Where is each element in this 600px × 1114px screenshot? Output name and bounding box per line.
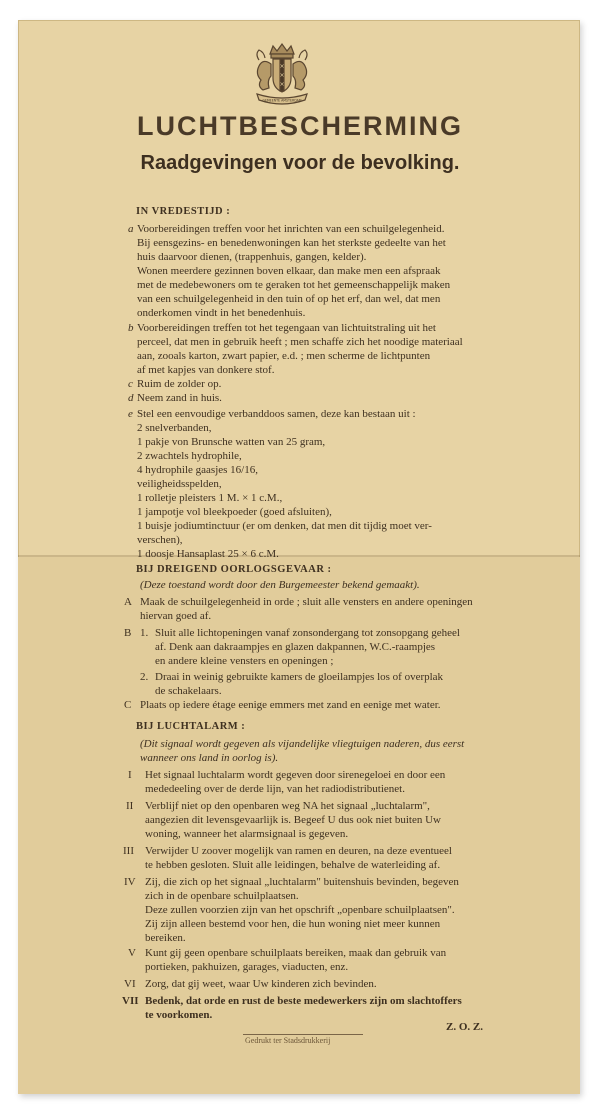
text-line: hiervan goed af. <box>140 610 212 622</box>
text-line: onderkomen vindt in het benedenhuis. <box>137 307 306 319</box>
item-marker: IV <box>124 876 136 888</box>
printer-credit: Gedrukt ter Stadsdrukkerij <box>245 1036 331 1045</box>
printer-rule <box>243 1034 363 1035</box>
fold-crease <box>18 555 580 557</box>
section-note: wanneer ons land in oorlog is). <box>140 752 279 764</box>
text-line: Maak de schuilgelegenheid in orde ; sluit alle vensters en andere openingen <box>140 596 473 608</box>
text-line: te voorkomen. <box>145 1009 213 1021</box>
item-marker: a <box>128 223 134 235</box>
text-line: zich in de openbare schuilplaatsen. <box>145 890 299 902</box>
svg-text:×: × <box>279 72 285 79</box>
text-line: Stel een eenvoudige verbanddoos samen, deze kan bestaan uit : <box>137 408 416 420</box>
item-marker: VI <box>124 978 136 990</box>
amsterdam-coat-of-arms-icon <box>237 40 327 110</box>
item-marker: I <box>128 769 132 781</box>
list-line: 1 jampotje vol bleekpoeder (goed afsluiten), <box>137 506 332 518</box>
text-line: Plaats op iedere étage eenige emmers met zand en eenige met water. <box>140 699 441 711</box>
item-marker: V <box>128 947 136 959</box>
text-line: Ruim de zolder op. <box>137 378 222 390</box>
list-line: 2 zwachtels hydrophile, <box>137 450 242 462</box>
text-line: de schakelaars. <box>155 685 222 697</box>
list-line: 4 hydrophile gaasjes 16/16, <box>137 464 258 476</box>
text-line: bereiken. <box>145 932 186 944</box>
item-marker: A <box>124 596 132 608</box>
text-line: mededeeling over de derde lijn, van het radiodistributienet. <box>145 783 405 795</box>
item-marker: c <box>128 378 133 390</box>
poster-subtitle: Raadgevingen voor de bevolking. <box>140 152 460 174</box>
text-line: van een schuilgelegenheid in den tuin of op het erf, dan wel, dat men <box>137 293 441 305</box>
text-line: perceel, dat men in gebruik heeft ; men schaffe zich het noodige materiaal <box>137 336 463 348</box>
text-line: Verblijf niet op den openbaren weg NA het signaal „luchtalarm", <box>145 800 430 812</box>
text-line: Voorbereidingen treffen tot het tegengaan van lichtuitstraling uit het <box>137 322 436 334</box>
text-line: te hebben gesloten. Sluit alle leidingen, behalve de waterleiding af. <box>145 859 441 871</box>
section-heading-oorlogsgevaar: BIJ DREIGEND OORLOGSGEVAAR : <box>136 564 332 575</box>
text-line: Voorbereidingen treffen voor het inrichten van een schuilgelegenheid. <box>137 223 445 235</box>
text-line: af met kapjes van donkere stof. <box>137 364 275 376</box>
list-line: 2 snelverbanden, <box>137 422 212 434</box>
list-line: verschen), <box>137 534 183 546</box>
text-line: Sluit alle lichtopeningen vanaf zonsondergang tot zonsopgang geheel <box>155 627 460 639</box>
item-marker: b <box>128 322 134 334</box>
text-line: woning, wanneer het alarmsignaal is gegeven. <box>145 828 349 840</box>
text-line: Het signaal luchtalarm wordt gegeven door sirenegeloei en door een <box>145 769 446 781</box>
text-line: Bij eensgezins- en benedenwoningen kan het sterkste gedeelte van het <box>137 237 446 249</box>
text-line: aangezien dit levensgevaarlijk is. Begeef U dus ook niet buiten Uw <box>145 814 441 826</box>
item-marker: C <box>124 699 132 711</box>
text-line: Draai in weinig gebruikte kamers de gloeilampjes los of overplak <box>155 671 444 683</box>
svg-text:×: × <box>279 63 285 70</box>
text-line: Deze zullen voorzien zijn van het opschrift „openbare schuilplaatsen". <box>145 904 455 916</box>
item-marker: B <box>124 627 132 639</box>
section-heading-luchtalarm: BIJ LUCHTALARM : <box>136 721 246 732</box>
item-marker: III <box>123 845 134 857</box>
item-marker: II <box>126 800 134 812</box>
text-line: Bedenk, dat orde en rust de beste medewerkers zijn om slachtoffers <box>145 995 462 1007</box>
item-marker: d <box>128 392 134 404</box>
item-marker: e <box>128 408 133 420</box>
list-line: veiligheidsspelden, <box>137 478 222 490</box>
text-line: portieken, pakhuizen, garages, viaducten, enz. <box>145 961 349 973</box>
text-line: Kunt gij geen openbare schuilplaats bereiken, maak dan gebruik van <box>145 947 447 959</box>
text-line: Zij zijn alleen bestemd voor hen, die hun woning niet meer kunnen <box>145 918 441 930</box>
text-line: Verwijder U zoover mogelijk van ramen en deuren, na deze eventueel <box>145 845 452 857</box>
text-line: af. Denk aan dakraampjes en glazen dakpannen, W.C.-raampjes <box>155 641 436 653</box>
list-line: 1 doosje Hansaplast 25 × 6 c.M. <box>137 548 279 560</box>
poster-title: LUCHTBESCHERMING <box>137 111 463 141</box>
text-line: aan, zooals karton, zwart papier, e.d. ; men scherme de lichtpunten <box>137 350 431 362</box>
section-note: (Dit signaal wordt gegeven als vijandelijke vliegtuigen naderen, dus eerst <box>140 738 465 750</box>
text-line: Wonen meerdere gezinnen boven elkaar, dan make men een afspraak <box>137 265 441 277</box>
item-marker: VII <box>122 995 139 1007</box>
svg-text:×: × <box>279 81 285 88</box>
section-heading-vredestijd: IN VREDESTIJD : <box>136 206 231 217</box>
poster-sheet <box>18 20 580 1094</box>
text-line: Zij, die zich op het signaal „luchtalarm" buitenshuis bevinden, begeven <box>145 876 459 888</box>
text-line: huis daarvoor dienen, (trappenhuis, gangen, kelder). <box>137 251 367 263</box>
emblem-ribbon-text: GEMEENTE AMSTERDAM <box>262 98 302 103</box>
list-line: 1 rolletje pleisters 1 M. × 1 c.M., <box>137 492 283 504</box>
text-line: met de medebewoners om te geraken tot het gemeenschappelijk maken <box>137 279 451 291</box>
item-number: 2. <box>140 671 149 683</box>
zoz-marker: Z. O. Z. <box>446 1021 483 1033</box>
text-line: en andere kleine vensters en openingen ; <box>155 655 334 667</box>
section-note: (Deze toestand wordt door den Burgemeester bekend gemaakt). <box>140 579 420 591</box>
item-number: 1. <box>140 627 149 639</box>
text-line: Zorg, dat gij weet, waar Uw kinderen zich bevinden. <box>145 978 377 990</box>
list-line: 1 buisje jodiumtinctuur (er om denken, dat men dit tijdig moet ver- <box>137 520 432 532</box>
list-line: 1 pakje von Brunsche watten van 25 gram, <box>137 436 326 448</box>
text-line: Neem zand in huis. <box>137 392 222 404</box>
